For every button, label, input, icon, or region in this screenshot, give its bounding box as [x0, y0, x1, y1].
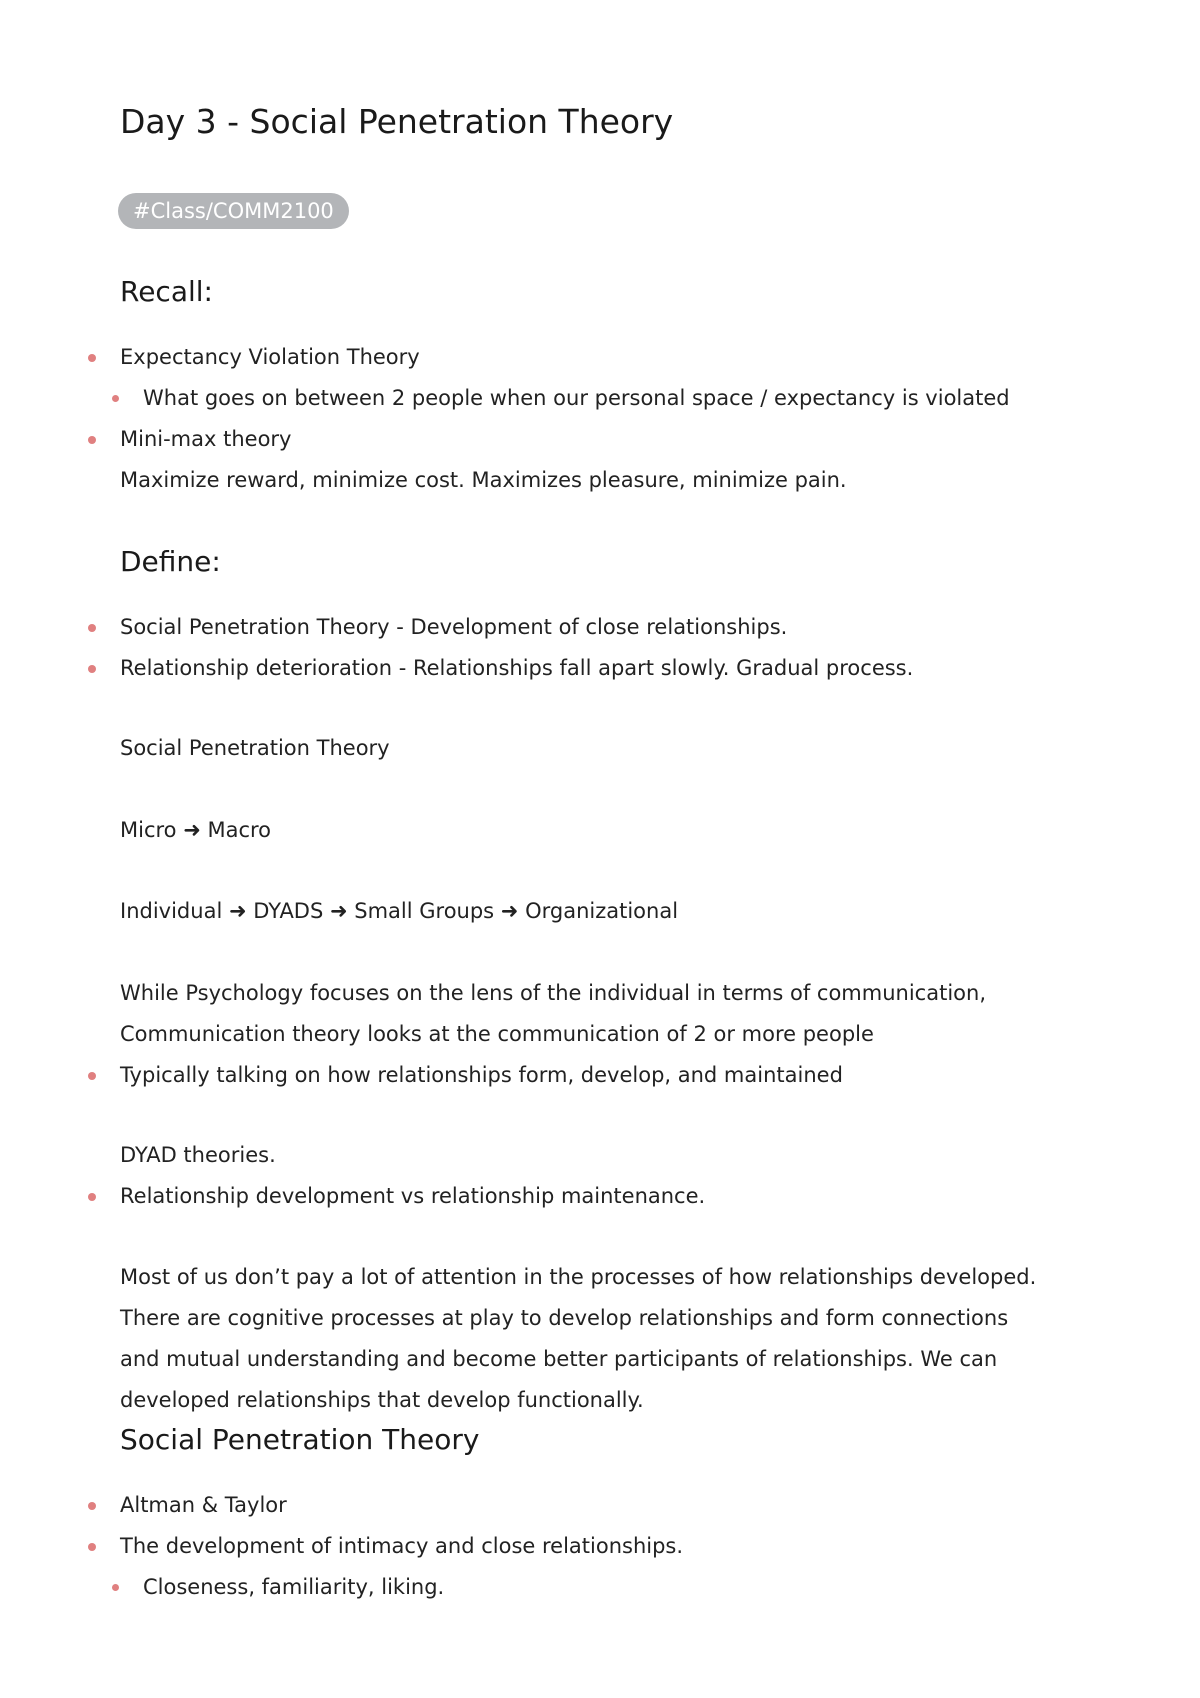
- communication-levels: Individual ➜ DYADS ➜ Small Groups ➜ Organizational: [120, 899, 679, 923]
- spt-label: Social Penetration Theory: [120, 736, 390, 760]
- bullet-icon: [112, 1584, 119, 1591]
- bullet-icon: [88, 436, 96, 444]
- bullet-icon: [88, 1543, 96, 1551]
- bullet-icon: [88, 354, 96, 362]
- spt-item-2-sub: Closeness, familiarity, liking.: [143, 1575, 445, 1599]
- psych-line-2: Communication theory looks at the communication of 2 or more people: [120, 1022, 874, 1046]
- recall-heading: Recall:: [120, 275, 213, 308]
- recall-item-1: Expectancy Violation Theory: [120, 345, 420, 369]
- bullet-icon: [88, 1502, 96, 1510]
- psych-line-1: While Psychology focuses on the lens of the individual in terms of communication,: [120, 981, 986, 1005]
- dyad-theories: DYAD theories.: [120, 1143, 276, 1167]
- paragraph-line-4: developed relationships that develop functionally.: [120, 1388, 644, 1412]
- paragraph-line-1: Most of us don’t pay a lot of attention in the processes of how relationships developed.: [120, 1265, 1037, 1289]
- define-item-1: Social Penetration Theory - Development of close relationships.: [120, 615, 788, 639]
- paragraph-line-2: There are cognitive processes at play to develop relationships and form connections: [120, 1306, 1009, 1330]
- spt-heading: Social Penetration Theory: [120, 1423, 480, 1456]
- bullet-icon: [88, 1193, 96, 1201]
- bullet-icon: [88, 624, 96, 632]
- paragraph-line-3: and mutual understanding and become better participants of relationships. We can: [120, 1347, 998, 1371]
- spt-item-2: The development of intimacy and close relationships.: [120, 1534, 684, 1558]
- dev-vs-maint-item: Relationship development vs relationship maintenance.: [120, 1184, 706, 1208]
- class-tag[interactable]: #Class/COMM2100: [118, 193, 349, 229]
- define-item-2: Relationship deterioration - Relationships fall apart slowly. Gradual process.: [120, 656, 914, 680]
- recall-item-1-sub: What goes on between 2 people when our personal space / expectancy is violated: [143, 386, 1010, 410]
- recall-item-2: Mini-max theory: [120, 427, 292, 451]
- micro-macro: Micro ➜ Macro: [120, 818, 272, 842]
- bullet-icon: [88, 1072, 96, 1080]
- define-heading: Define:: [120, 545, 221, 578]
- recall-item-2-detail: Maximize reward, minimize cost. Maximizes pleasure, minimize pain.: [120, 468, 847, 492]
- bullet-icon: [112, 395, 119, 402]
- page-title: Day 3 - Social Penetration Theory: [120, 102, 674, 141]
- spt-item-1: Altman & Taylor: [120, 1493, 287, 1517]
- bullet-icon: [88, 665, 96, 673]
- typically-item: Typically talking on how relationships form, develop, and maintained: [120, 1063, 843, 1087]
